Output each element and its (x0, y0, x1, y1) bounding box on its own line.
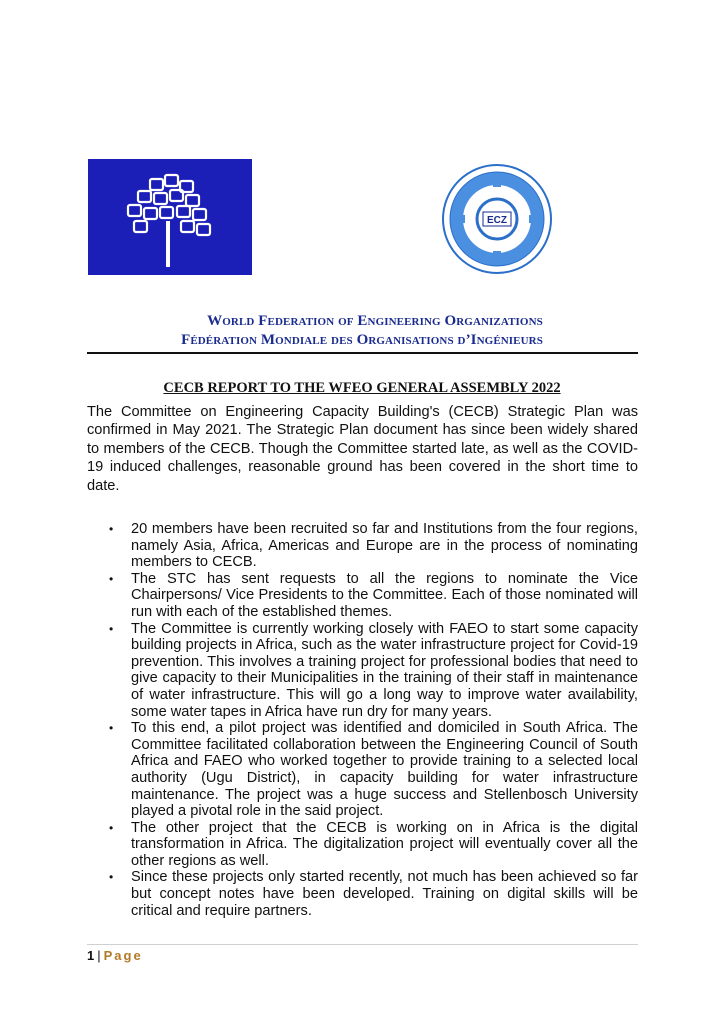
bullet-icon: • (109, 621, 114, 636)
tree-icon (88, 159, 252, 275)
footer-divider (87, 944, 638, 945)
bullet-icon: • (109, 522, 114, 536)
list-item (87, 521, 638, 571)
bullet-icon: • (109, 721, 114, 736)
page-number: 1 (87, 948, 95, 963)
list-item-text: The Committee is currently working closely with FAEO to start some capacity building projects in Africa, such as the water infrastructure project for Covid-19 prevention. This involves a training project for professional bodies that need to give capacity to their Municipalities in the training of their staff in maintenance of water infrastructure. This will go a long way to improve water availability, some water tapes in Africa have run dry for many years. (131, 620, 638, 720)
gear-icon (441, 163, 553, 275)
org-name-french: Fédération Mondiale des Organisations d’Ingénieurs (181, 332, 543, 348)
org-name-english: World Federation of Engineering Organizations (207, 313, 543, 329)
wfeo-logo (88, 159, 252, 275)
list-item (87, 820, 638, 870)
page-footer (87, 948, 143, 963)
list-item-text: Since these projects only started recently, not much has been achieved so far but concept notes have been developed. Training on digital skills will be critical and require partners. (131, 869, 638, 919)
list-item-text: The STC has sent requests to all the regions to nominate the Vice Chairpersons/ Vice Presidents to the Committee. Each of those nominated will run with each of the established themes. (131, 570, 638, 620)
ecz-logo-text: ECZ (487, 215, 507, 226)
list-item-text: 20 members have been recruited so far and Institutions from the four regions, namely Asia, Africa, Americas and Europe are in the process of nominating members to CECB. (131, 521, 638, 571)
list-item (87, 720, 638, 820)
bullet-icon: • (109, 820, 114, 835)
list-item (87, 571, 638, 621)
ecz-logo (441, 163, 553, 275)
list-item (87, 869, 638, 919)
intro-paragraph: The Committee on Engineering Capacity Building's (CECB) Strategic Plan was confirmed in May 2021. The Strategic Plan document has since been widely shared to members of the CECB. Though the Committee started late, as well as the COVID-19 induced challenges, reasonable ground has been covered in the short time to date. (87, 404, 638, 494)
header-divider (87, 352, 638, 354)
list-item-text: To this end, a pilot project was identified and domiciled in South Africa. The Committee facilitated collaboration between the Engineering Council of South Africa and FAEO who worked together to provide training to a selected local authority (Ugu District), in capacity building for water infrastructure maintenance. The project was a huge success and Stellenbosch University played a pivotal role in the said project. (131, 720, 638, 820)
page-label: Page (103, 948, 143, 963)
list-item-text: The other project that the CECB is working on in Africa is the digital transformation in Africa. The digitalization project will eventually cover all the other regions as well. (131, 819, 638, 869)
list-item (87, 621, 638, 721)
bullet-list (87, 521, 638, 919)
bullet-icon: • (109, 870, 114, 885)
report-title: CECB REPORT TO THE WFEO GENERAL ASSEMBLY 2022 (163, 380, 561, 396)
bullet-icon: • (109, 571, 114, 586)
footer-separator: | (97, 948, 101, 963)
